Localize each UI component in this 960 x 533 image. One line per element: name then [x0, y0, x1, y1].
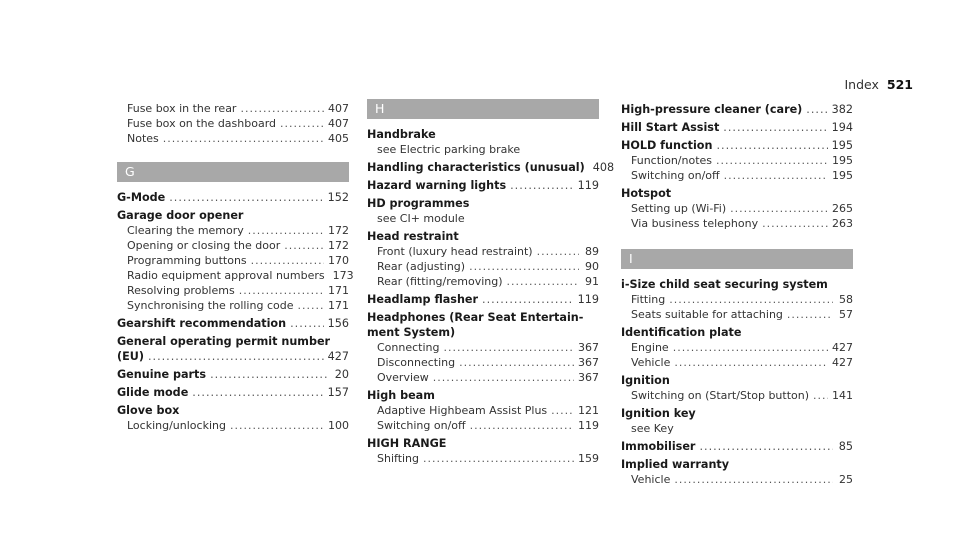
sub-entry-text: Rear (fitting/removing) — [377, 275, 503, 288]
sub-entry-text: Shifting — [377, 452, 420, 465]
entry-title[interactable]: Head restraint — [367, 230, 459, 243]
index-entry — [117, 190, 349, 205]
sub-entry[interactable] — [621, 153, 853, 168]
index-entry — [117, 367, 349, 382]
entry-title[interactable]: HD programmes — [367, 197, 470, 210]
index-entry — [367, 388, 599, 433]
sub-entry[interactable] — [367, 340, 599, 355]
entry-title[interactable]: Ignition — [621, 374, 670, 387]
leader-dots — [240, 101, 324, 116]
sub-entry[interactable] — [117, 116, 349, 131]
entry-title-text: Headlamp flasher — [367, 293, 479, 306]
entry-title[interactable] — [117, 367, 349, 382]
leader-dots — [537, 244, 579, 259]
section-title: Index — [844, 77, 879, 92]
sub-entry[interactable] — [621, 292, 853, 307]
entry-title[interactable]: Ignition key — [621, 407, 696, 420]
index-entry — [367, 229, 599, 289]
page-ref[interactable]: 20 — [334, 368, 349, 381]
entry-title[interactable] — [367, 292, 599, 307]
entry-title-text: Handling characteristics (unusual) — [367, 161, 585, 174]
entry-title[interactable] — [367, 160, 615, 175]
entry-title[interactable]: i-Size child seat securing system — [621, 278, 828, 291]
leader-dots — [210, 367, 329, 382]
leader-dots — [787, 307, 833, 322]
entry-title[interactable] — [621, 138, 853, 153]
leader-dots — [248, 223, 324, 238]
section-letter-bar: G — [117, 162, 349, 182]
page-ref[interactable]: 263 — [832, 217, 853, 230]
page-ref[interactable]: 427 — [832, 341, 853, 354]
leader-dots — [290, 316, 324, 331]
index-entry — [367, 127, 599, 157]
sub-entry-text: Fuse box in the rear — [127, 102, 237, 115]
entry-title[interactable] — [621, 439, 853, 454]
sub-entry[interactable] — [621, 168, 853, 183]
entry-title[interactable] — [117, 316, 349, 331]
leader-dots — [813, 388, 828, 403]
leader-dots — [674, 472, 833, 487]
sub-entry-text: Fuse box on the dashboard — [127, 117, 277, 130]
sub-entry[interactable] — [367, 451, 599, 466]
leader-dots — [163, 131, 324, 146]
page-ref[interactable]: 141 — [832, 389, 853, 402]
leader-dots — [444, 340, 575, 355]
sub-entry[interactable] — [367, 370, 599, 385]
sub-entry-text: Synchronising the rolling code — [127, 299, 294, 312]
page-number: 521 — [886, 77, 913, 92]
leader-dots — [716, 138, 827, 153]
page-ref[interactable]: 119 — [577, 179, 599, 192]
entry-title[interactable] — [117, 190, 349, 205]
page-ref[interactable]: 407 — [328, 102, 349, 115]
sub-entry-text: Switching on/off — [631, 169, 720, 182]
entry-title[interactable]: Handbrake — [367, 128, 436, 141]
leader-dots — [469, 259, 579, 274]
page-ref[interactable]: 57 — [839, 308, 853, 321]
leader-dots — [230, 418, 324, 433]
page-header — [844, 77, 913, 92]
page-ref[interactable]: 90 — [585, 260, 599, 273]
index-entry — [117, 385, 349, 400]
index-entry — [621, 373, 853, 403]
sub-entry[interactable] — [621, 472, 853, 487]
page-ref[interactable]: 159 — [578, 452, 599, 465]
sub-entry-text: Locking/unlocking — [127, 419, 226, 432]
sub-entry-text: Via business telephony — [631, 217, 759, 230]
sub-entry-text: Adaptive Highbeam Assist Plus — [377, 404, 548, 417]
leader-dots — [169, 190, 323, 205]
page-ref[interactable]: 100 — [328, 419, 349, 432]
sub-entry[interactable] — [621, 216, 853, 231]
leader-dots — [297, 298, 324, 313]
sub-entry[interactable] — [367, 418, 599, 433]
entry-title-text: Genuine parts — [117, 368, 207, 381]
entry-title-cont[interactable]: ment System) — [367, 326, 456, 339]
leader-dots — [148, 349, 324, 364]
entry-title-text: Gearshift recommendation — [117, 317, 287, 330]
entry-title[interactable] — [621, 102, 853, 117]
sub-entry-text: Engine — [631, 341, 669, 354]
leader-dots — [730, 201, 828, 216]
index-column-1 — [117, 101, 354, 433]
entry-title[interactable] — [621, 120, 853, 135]
entry-title[interactable]: Headphones (Rear Seat Entertain- — [367, 311, 584, 324]
entry-title-text: Hill Start Assist — [621, 121, 720, 134]
entry-title[interactable] — [367, 178, 599, 193]
leader-dots — [251, 253, 324, 268]
leader-dots — [673, 340, 828, 355]
sub-entry[interactable] — [367, 274, 599, 289]
leader-dots — [724, 168, 828, 183]
index-entry — [621, 277, 853, 322]
leader-dots — [284, 238, 324, 253]
sub-entry-text: Seats suitable for attaching — [631, 308, 783, 321]
page-ref[interactable]: 91 — [585, 275, 599, 288]
index-entry — [621, 439, 853, 454]
page-ref[interactable]: 367 — [578, 371, 599, 384]
page-ref[interactable]: 157 — [327, 386, 349, 399]
page-ref[interactable]: 173 — [332, 269, 354, 282]
sub-entry[interactable] — [621, 388, 853, 403]
leader-dots — [280, 116, 324, 131]
sub-entry[interactable] — [117, 238, 349, 253]
leader-dots — [507, 274, 579, 289]
sub-entry-text: Vehicle — [631, 473, 671, 486]
sub-entry-text: Disconnecting — [377, 356, 456, 369]
leader-dots — [723, 120, 827, 135]
entry-title-text: HOLD function — [621, 139, 713, 152]
sub-entry-text: Setting up (Wi-Fi) — [631, 202, 727, 215]
page-ref[interactable]: 195 — [832, 169, 853, 182]
index-entry — [117, 316, 349, 331]
sub-entry-text: Clearing the memory — [127, 224, 244, 237]
page-ref[interactable]: 405 — [328, 132, 349, 145]
index-entry — [117, 208, 354, 313]
page-ref[interactable]: 25 — [839, 473, 853, 486]
index-entry — [621, 120, 853, 135]
index-entry — [621, 457, 853, 487]
page-ref[interactable]: 265 — [832, 202, 853, 215]
page-ref[interactable]: 89 — [585, 245, 599, 258]
sub-entry-text: Switching on/off — [377, 419, 466, 432]
index-entry — [621, 138, 853, 183]
entry-title[interactable]: Implied warranty — [621, 458, 730, 471]
leader-dots — [716, 153, 828, 168]
sub-entry[interactable] — [117, 268, 354, 283]
page-ref[interactable]: 171 — [328, 284, 349, 297]
leader-dots — [239, 283, 324, 298]
page-ref[interactable]: 382 — [831, 103, 853, 116]
sub-entry[interactable] — [367, 259, 599, 274]
sub-entry-text: Function/notes — [631, 154, 713, 167]
index-entry — [117, 101, 349, 146]
page-ref[interactable]: 195 — [831, 139, 853, 152]
index-column-3 — [621, 99, 853, 487]
sub-entry-text: Notes — [127, 132, 159, 145]
entry-title[interactable]: Glove box — [117, 404, 180, 417]
section-letter-bar: I — [621, 249, 853, 269]
leader-dots — [470, 418, 574, 433]
leader-dots — [669, 292, 833, 307]
page-ref[interactable]: 119 — [577, 293, 599, 306]
entry-title[interactable]: Hotspot — [621, 187, 672, 200]
page-ref[interactable]: 58 — [839, 293, 853, 306]
section-letter-bar: H — [367, 99, 599, 119]
sub-entry[interactable] — [117, 131, 349, 146]
sub-entry[interactable] — [367, 403, 599, 418]
sub-entry[interactable] — [621, 340, 853, 355]
leader-dots — [192, 385, 323, 400]
leader-dots — [806, 102, 827, 117]
page-ref[interactable]: 119 — [578, 419, 599, 432]
entry-title-text: Immobiliser — [621, 440, 696, 453]
page-ref[interactable]: 194 — [831, 121, 853, 134]
entry-title[interactable]: General operating permit number — [117, 335, 331, 348]
sub-entry[interactable] — [621, 307, 853, 322]
page-ref[interactable]: 172 — [328, 224, 349, 237]
leader-dots — [510, 178, 574, 193]
sub-entry[interactable] — [367, 244, 599, 259]
leader-dots — [674, 355, 828, 370]
index-column-2 — [367, 99, 615, 466]
sub-entry-text: Programming buttons — [127, 254, 247, 267]
sub-entry-text: Front (luxury head restraint) — [377, 245, 533, 258]
page-ref[interactable]: 367 — [578, 341, 599, 354]
index-entry — [367, 310, 599, 385]
page-ref[interactable]: 407 — [328, 117, 349, 130]
index-entry — [117, 403, 349, 433]
index-entry — [367, 436, 599, 466]
page-ref[interactable]: 172 — [328, 239, 349, 252]
index-entry — [117, 334, 349, 364]
entry-title[interactable]: Garage door opener — [117, 209, 244, 222]
index-entry — [367, 292, 599, 307]
see-reference[interactable]: see Electric parking brake — [377, 143, 521, 156]
see-reference[interactable]: see CI+ module — [377, 212, 465, 225]
index-entry — [621, 325, 853, 370]
index-entry — [621, 186, 853, 231]
sub-entry-text: Radio equipment approval numbers — [127, 269, 325, 282]
index-entry — [367, 196, 599, 226]
sub-entry-text: Switching on (Start/Stop button) — [631, 389, 810, 402]
entry-title[interactable] — [117, 385, 349, 400]
entry-title-text: G-Mode — [117, 191, 166, 204]
sub-entry-text: Opening or closing the door — [127, 239, 281, 252]
sub-entry-text: Connecting — [377, 341, 440, 354]
page-ref[interactable]: 170 — [328, 254, 349, 267]
sub-entry[interactable] — [117, 298, 349, 313]
page-ref[interactable]: 408 — [592, 161, 615, 174]
sub-entry[interactable] — [621, 355, 853, 370]
index-entry — [367, 178, 599, 193]
entry-title[interactable]: Identification plate — [621, 326, 742, 339]
page-ref[interactable]: 156 — [327, 317, 349, 330]
sub-entry-text: Rear (adjusting) — [377, 260, 466, 273]
entry-title-cont-text: (EU) — [117, 350, 144, 363]
page-ref[interactable]: 85 — [838, 440, 853, 453]
leader-dots — [423, 451, 574, 466]
leader-dots — [482, 292, 574, 307]
page-ref[interactable]: 367 — [578, 356, 599, 369]
sub-entry[interactable] — [367, 355, 599, 370]
index-entry — [367, 160, 615, 175]
entry-title[interactable]: HIGH RANGE — [367, 437, 447, 450]
leader-dots — [459, 355, 574, 370]
entry-title-text: Glide mode — [117, 386, 189, 399]
index-entry — [621, 406, 853, 436]
sub-entry[interactable] — [117, 418, 349, 433]
sub-entry[interactable] — [117, 253, 349, 268]
index-entry — [621, 102, 853, 117]
leader-dots — [433, 370, 574, 385]
page-ref[interactable]: 427 — [327, 350, 349, 363]
sub-entry[interactable] — [117, 223, 349, 238]
sub-entry[interactable] — [117, 283, 349, 298]
entry-title[interactable]: High beam — [367, 389, 435, 402]
sub-entry-text: Resolving problems — [127, 284, 235, 297]
leader-dots — [551, 403, 574, 418]
page-ref[interactable]: 152 — [327, 191, 349, 204]
sub-entry-text: Fitting — [631, 293, 666, 306]
entry-title-text: Hazard warning lights — [367, 179, 507, 192]
page-ref[interactable]: 427 — [832, 356, 853, 369]
sub-entry-text: Vehicle — [631, 356, 671, 369]
leader-dots — [762, 216, 828, 231]
entry-title-text: High-pressure cleaner (care) — [621, 103, 803, 116]
sub-entry[interactable] — [621, 201, 853, 216]
page-ref[interactable]: 195 — [832, 154, 853, 167]
entry-title-cont[interactable] — [117, 349, 349, 364]
see-reference[interactable]: see Key — [631, 422, 674, 435]
sub-entry[interactable] — [117, 101, 349, 116]
page-ref[interactable]: 121 — [578, 404, 599, 417]
leader-dots — [699, 439, 833, 454]
page-ref[interactable]: 171 — [328, 299, 349, 312]
sub-entry-text: Overview — [377, 371, 429, 384]
